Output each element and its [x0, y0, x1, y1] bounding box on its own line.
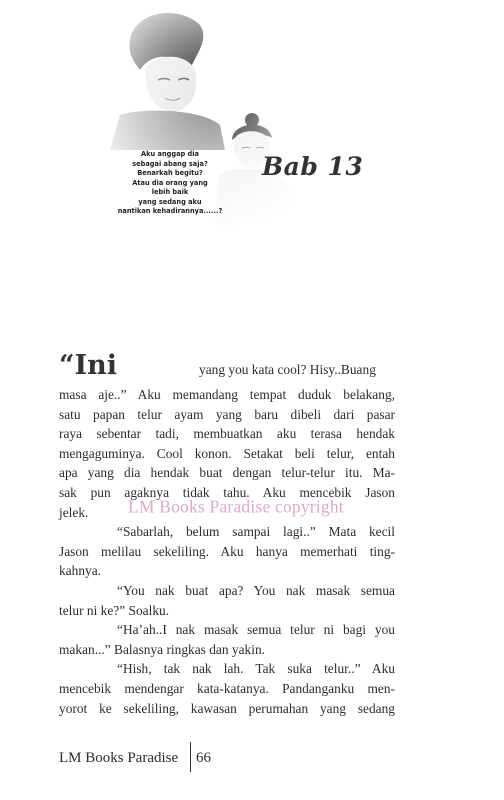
- body-line: telur ni ke?” Soalku.: [59, 602, 170, 618]
- body-line: “Hish, tak nak lah. Tak suka telur..” Aku: [117, 661, 395, 677]
- body-line: apa yang dia hendak buat dengan telur-telur itu. Ma-: [59, 465, 395, 481]
- body-line: makan...” Balasnya ringkas dan yakin.: [59, 641, 266, 657]
- quote-line: Atau dia orang yang: [132, 178, 208, 187]
- body-line: Jason melilau sekeliling. Aku hanya memerhati ting-: [59, 543, 395, 559]
- body-line: satu papan telur ayam yang baru dibeli dari pasar: [59, 406, 395, 422]
- page-number: 66: [196, 750, 211, 766]
- quote-line: nantikan kehadirannya......?: [117, 207, 223, 215]
- chapter-title: Bab 13: [262, 152, 364, 181]
- body-line: yang you kata cool? Hisy..Buang: [199, 362, 376, 377]
- quote-line: lebih baik: [151, 188, 189, 196]
- body-line: jelek.: [59, 504, 89, 520]
- body-line: masa aje..” Aku memandang tempat duduk belakang,: [59, 387, 395, 402]
- body-line: sak pun agaknya tidak tahu. Aku mencebik Jason: [59, 484, 395, 500]
- body-line: “Sabarlah, belum sampai lagi..” Mata kecil: [117, 524, 395, 540]
- footer-divider: [190, 742, 191, 772]
- body-line: “You nak buat apa? You nak masak semua: [117, 582, 395, 598]
- body-line: “Ha’ah..I nak masak semua telur ni bagi you: [117, 622, 395, 638]
- chapter-body-text: [59, 350, 395, 718]
- quote-line: sebagai abang saja?: [132, 159, 208, 168]
- quote-line: yang sedang aku: [138, 197, 202, 206]
- first-line: [59, 350, 395, 385]
- body-line: raya sebentar tadi, membuatkan aku terasa hendak: [59, 426, 395, 442]
- quote-line: Aku anggap dia: [141, 150, 199, 158]
- quote-line: Benarkah begitu?: [137, 169, 203, 177]
- body-line: kahnya.: [59, 563, 102, 579]
- drop-word: “Ini: [59, 350, 118, 381]
- body-line: yorot ke sekeliling, kawasan perumahan yang sedang: [59, 700, 395, 716]
- footer-publisher: LM Books Paradise: [59, 750, 179, 766]
- body-line: mencebik mendengar kata-katanya. Pandanganku men-: [59, 680, 395, 696]
- copyright-watermark: LM Books Paradise copyright: [128, 495, 344, 517]
- illustration-quote: [110, 150, 230, 217]
- body-line: mengaguminya. Cool konon. Setakat beli telur, entah: [59, 445, 395, 461]
